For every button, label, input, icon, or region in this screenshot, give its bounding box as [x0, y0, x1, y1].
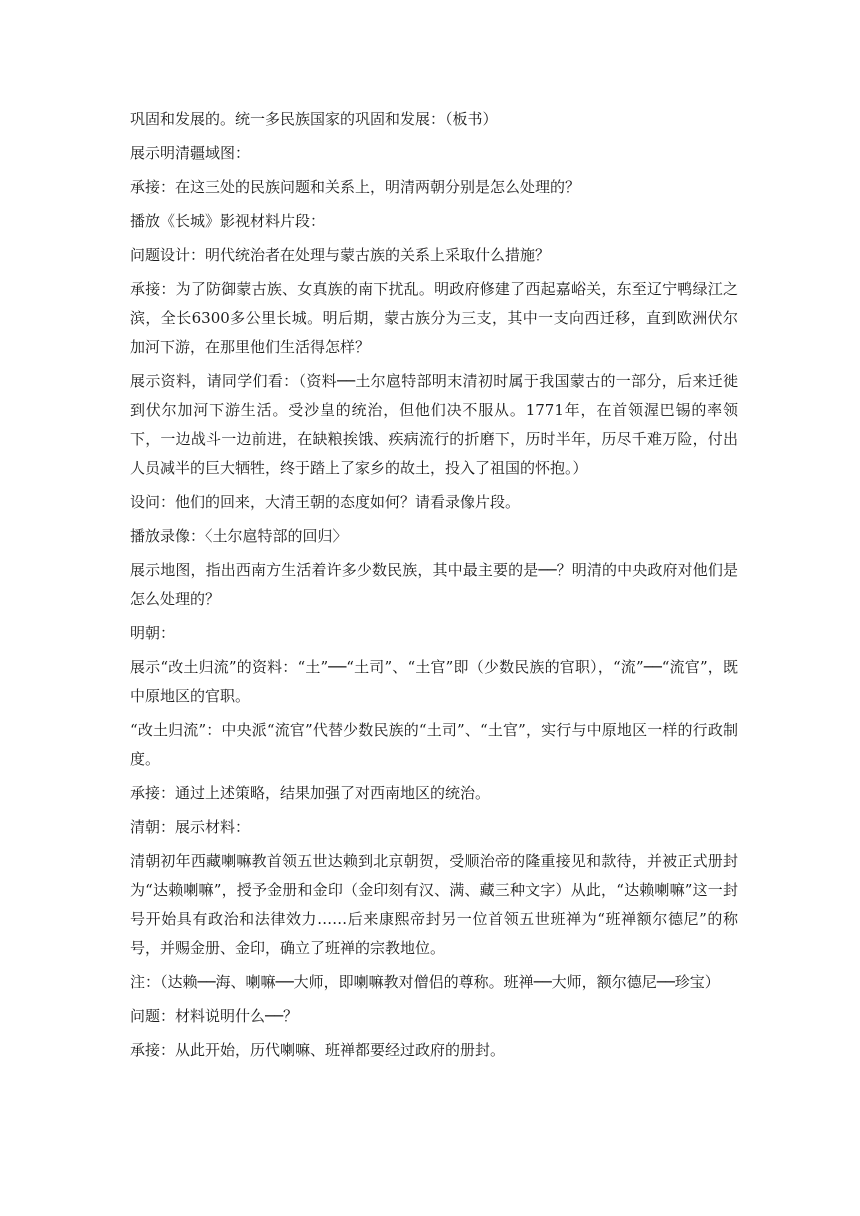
paragraph: 承接：在这三处的民族问题和关系上，明清两朝分别是怎么处理的？ — [130, 178, 581, 196]
paragraph: 播放录像：〈土尔扈特部的回归〉 — [130, 527, 348, 545]
paragraph: 设问：他们的回来，大清王朝的态度如何？请看录像片段。 — [130, 493, 521, 511]
paragraph: 注：（达赖──海、喇嘛──大师，即喇嘛教对僧侣的尊称。班禅──大师，额尔德尼──珍宝） — [130, 973, 720, 991]
paragraph: 承接：为了防御蒙古族、女真族的南下扰乱。明政府修建了西起嘉峪关，东至辽宁鸭绿江之滨，全长6300多公里长城。明后期，蒙古族分为三支，其中一支向西迁移，直到欧洲伏尔加河下游，在那里他们生活得怎样？ — [130, 280, 738, 356]
paragraph: 播放《长城》影视材料片段： — [130, 212, 326, 230]
paragraph: 清朝：展示材料： — [130, 818, 251, 836]
paragraph: 展示地图，指出西南方生活着许多少数民族，其中最主要的是──？明清的中央政府对他们是怎么处理的？ — [130, 561, 738, 608]
paragraph: 明朝： — [130, 624, 176, 642]
paragraph: 展示资料，请同学们看：（资料──土尔扈特部明末清初时属于我国蒙古的一部分，后来迁徙到伏尔加河下游生活。受沙皇的统治，但他们决不服从。1771年，在首领渥巴锡的率领下，一边战斗一边前进，在缺粮挨饿、疾病流行的折磨下，历时半年，历尽千难万险，付出人员减半的巨大牺牲，终于踏上了家乡的故土，投入了祖国的怀抱。） — [130, 372, 738, 477]
paragraph: 承接：从此开始，历代喇嘛、班禅都要经过政府的册封。 — [130, 1041, 506, 1059]
paragraph: 问题：材料说明什么──？ — [130, 1007, 299, 1025]
paragraph: “改土归流”：中央派“流官”代替少数民族的“土司”、“土官”，实行与中原地区一样的行政制度。 — [130, 721, 738, 768]
paragraph: 展示“改土归流”的资料：“土”──“土司”、“土官”即（少数民族的官职），“流”──“流官”，既中原地区的官职。 — [130, 658, 738, 705]
document-page — [130, 105, 738, 1070]
paragraph: 清朝初年西藏喇嘛教首领五世达赖到北京朝贺，受顺治帝的隆重接见和款待，并被正式册封为“达赖喇嘛”，授予金册和金印（金印刻有汉、满、藏三种文字）从此，“达赖喇嘛”这一封号开始具有政治和法律效力……后来康熙帝封另一位首领五世班禅为“班禅额尔德尼”的称号，并赐金册、金印，确立了班禅的宗教地位。 — [130, 852, 738, 957]
paragraph: 承接：通过上述策略，结果加强了对西南地区的统治。 — [130, 784, 491, 802]
paragraph: 问题设计：明代统治者在处理与蒙古族的关系上采取什么措施？ — [130, 246, 551, 264]
paragraph: 巩固和发展的。统一多民族国家的巩固和发展：（板书） — [130, 110, 498, 128]
paragraph: 展示明清疆域图： — [130, 144, 251, 162]
